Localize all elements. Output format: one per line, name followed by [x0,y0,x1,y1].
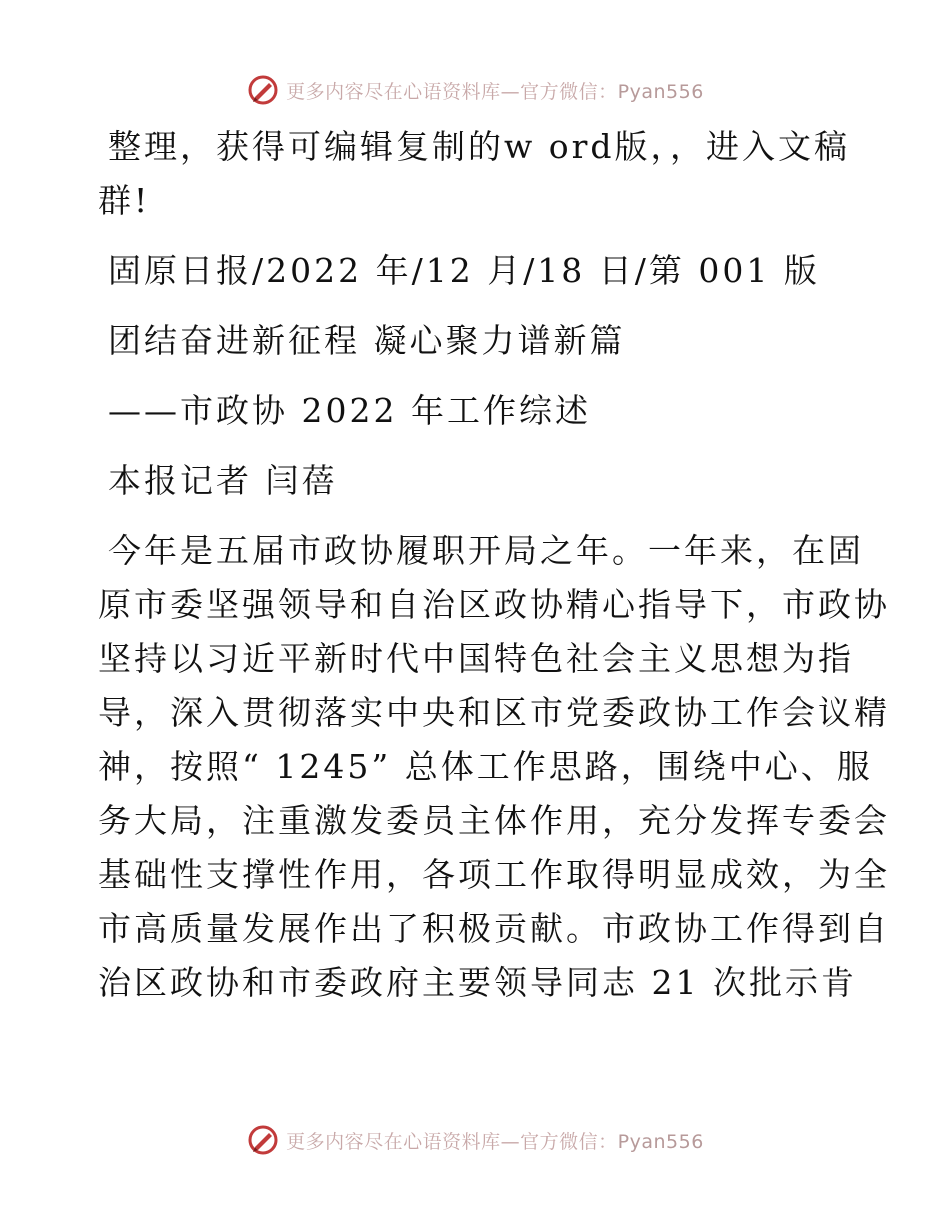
text-line: 固原日报/2022 年/12 月/18 日/第 001 版 [108,251,820,290]
banner-text-cn: 更多内容尽在心语资料库—官方微信： [286,1130,618,1153]
text-line: 市高质量发展作出了积极贡献。市政协工作得到自 [98,909,890,948]
document-body [98,120,890,1010]
header-banner [0,70,950,110]
text-line: 坚持以习近平新时代中国特色社会主义思想为指 [98,639,854,678]
pen-logo-icon [246,1123,280,1157]
banner-text-cn: 更多内容尽在心语资料库—官方微信： [286,80,618,103]
text-line: 本报记者 闫蓓 [108,461,338,500]
banner-text [286,1127,704,1154]
text-line: 基础性支撑性作用，各项工作取得明显成效，为全 [98,855,890,894]
text-line: 群! [98,181,151,220]
banner-text-wechat-id: Pyan556 [617,1130,704,1153]
pen-logo-icon [246,73,280,107]
header-banner-content [246,73,704,107]
text-line: 今年是五届市政协履职开局之年。一年来，在固 [108,531,864,570]
text-line: ——市政协 2022 年工作综述 [108,391,591,430]
footer-banner-content [246,1123,704,1157]
banner-text [286,77,704,104]
text-line: 整理，获得可编辑复制的w ord版，，进入文稿 [108,127,851,166]
text-line: 原市委坚强领导和自治区政协精心指导下，市政协 [98,585,890,624]
text-line: 导，深入贯彻落实中央和区市党委政协工作会议精 [98,693,890,732]
text-line: 团结奋进新征程 凝心聚力谱新篇 [108,321,626,360]
text-line: 务大局，注重激发委员主体作用，充分发挥专委会 [98,801,890,840]
footer-banner [0,1120,950,1160]
text-line: 神，按照“ 1245” 总体工作思路，围绕中心、服 [98,747,873,786]
banner-text-wechat-id: Pyan556 [617,80,704,103]
text-line: 治区政协和市委政府主要领导同志 21 次批示肯 [98,963,857,1002]
